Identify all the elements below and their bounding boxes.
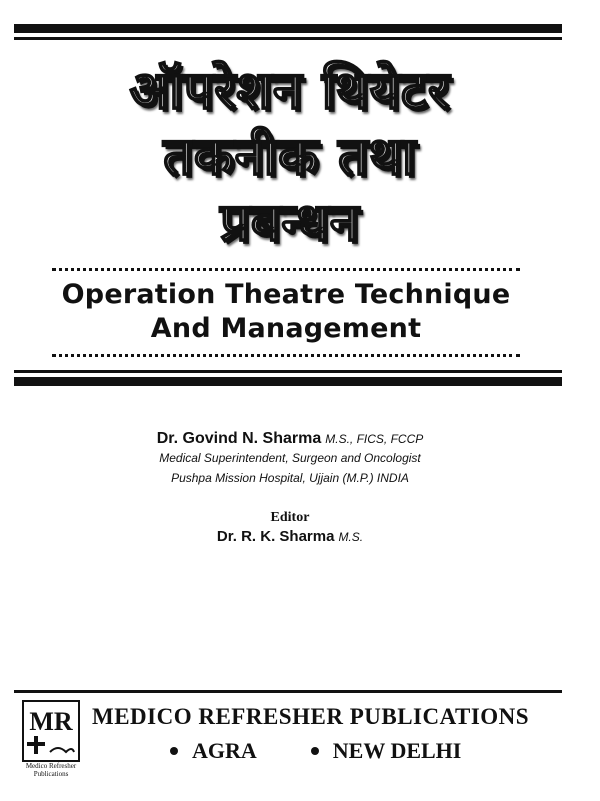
dashed-separator-bottom [52, 354, 520, 357]
bullet-icon [311, 747, 319, 755]
editor-line [0, 528, 580, 545]
logo-caption [18, 762, 84, 778]
top-thin-rule [14, 37, 562, 40]
bullet-icon [170, 747, 178, 755]
author-hospital: Pushpa Mission Hospital, Ujjain (M.P.) INDIA [171, 471, 409, 485]
logo-caption-line-2: Publications [33, 770, 69, 778]
dashed-separator-top [52, 268, 520, 271]
author-position: Medical Superintendent, Surgeon and Oncologist [159, 451, 421, 465]
author-qualifications: M.S., FICS, FCCP [325, 432, 424, 446]
logo-caption-line-1: Medico Refresher [25, 762, 77, 770]
author-name: Dr. Govind N. Sharma [156, 430, 322, 447]
hindi-title-line-2: तकनीक तथा [163, 127, 417, 187]
publisher-logo [22, 700, 80, 762]
city-new-delhi: NEW DELHI [311, 738, 462, 764]
publisher-logo-icon [24, 702, 78, 760]
top-thick-rule [14, 24, 562, 33]
editor-label: Editor [270, 510, 310, 525]
footer-rule [14, 690, 562, 693]
editor-qualifications: M.S. [338, 530, 364, 544]
publisher-cities [170, 738, 570, 764]
hindi-title-line-1: ऑपरेशन थियेटर [129, 61, 451, 121]
author-block [0, 430, 580, 488]
english-title [0, 278, 572, 346]
english-title-line-1: Operation Theatre Technique [61, 279, 511, 310]
mid-thin-rule [14, 370, 562, 373]
mid-thick-rule [14, 377, 562, 386]
publisher-name: MEDICO REFRESHER PUBLICATIONS [92, 704, 530, 729]
city-agra: AGRA [170, 738, 257, 764]
english-title-line-2: And Management [150, 313, 422, 344]
hindi-title-line-3: प्रबन्धन [220, 193, 360, 253]
editor-name: Dr. R. K. Sharma [216, 528, 335, 545]
hindi-title [0, 58, 580, 256]
logo-letters: MR [29, 707, 73, 736]
